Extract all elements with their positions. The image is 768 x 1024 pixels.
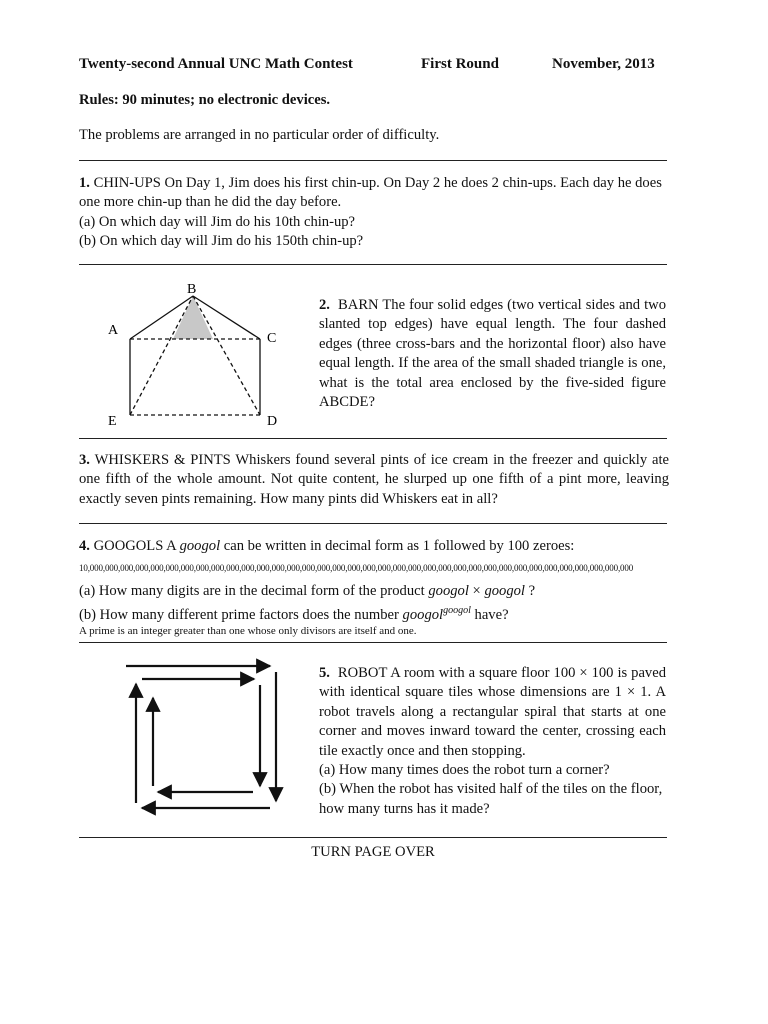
robot-spiral-diagram bbox=[118, 658, 288, 818]
round-label: First Round bbox=[421, 56, 499, 72]
problem-4-part-b bbox=[79, 601, 669, 625]
problem-5 bbox=[319, 664, 666, 819]
label-b: B bbox=[187, 282, 197, 297]
divider bbox=[79, 160, 667, 161]
divider bbox=[79, 264, 667, 265]
problem-number: 3. bbox=[79, 452, 90, 468]
problem-number: 4. bbox=[79, 538, 90, 554]
problem-5-part-a: (a) How many times does the robot turn a corner? bbox=[319, 762, 610, 779]
googol-word: googol bbox=[484, 583, 525, 599]
problem-3 bbox=[79, 451, 669, 509]
label-d: D bbox=[267, 414, 278, 428]
problem-4 bbox=[79, 537, 669, 556]
cross-bar-right bbox=[193, 296, 260, 415]
problem-5-part-b: (b) When the robot has visited half of the tiles on the floor, how many turns has it made? bbox=[319, 781, 663, 817]
problem-number: 5. bbox=[319, 665, 330, 681]
problem-4-parts bbox=[79, 582, 669, 626]
prime-note: A prime is an integer greater than one whose only divisors are itself and one. bbox=[79, 625, 417, 637]
googol-digits: 10,000,000,000,000,000,000,000,000,000,000,000,000,000,000,000,000,000,000,000,000,000,000,000,000,000,000,000,000,000,000,000,000,000,000,000,000 bbox=[79, 563, 634, 573]
problem-4-title: GOOGOLS A bbox=[93, 538, 176, 554]
problem-2 bbox=[319, 296, 666, 412]
shaded-triangle bbox=[173, 296, 213, 339]
label-a: A bbox=[108, 323, 119, 338]
problem-number: 2. bbox=[319, 297, 330, 313]
divider bbox=[79, 642, 667, 643]
label-e: E bbox=[108, 414, 117, 428]
label-c: C bbox=[267, 331, 277, 346]
part-b-text: (b) How many different prime factors does the number bbox=[79, 607, 399, 624]
problem-3-text: WHISKERS & PINTS Whiskers found several pints of ice cream in the freezer and quickly ate one fifth of the whole amount. Not quite content, he slurped up one fifth of a pint more, leaving exactly seven pints remaining. How many pints did Whiskers eat in all? bbox=[79, 452, 669, 507]
barn-diagram bbox=[100, 278, 300, 428]
cross-bar-left bbox=[130, 296, 193, 415]
divider bbox=[79, 523, 667, 524]
contest-date: November, 2013 bbox=[552, 56, 655, 72]
problem-1 bbox=[79, 174, 669, 252]
problem-number: 1. bbox=[79, 175, 90, 191]
googol-exponent: googol bbox=[443, 605, 471, 617]
problem-1-part-a: (a) On which day will Jim do his 10th chin-up? bbox=[79, 213, 356, 230]
problem-4-part-a bbox=[79, 582, 669, 601]
part-a-suffix: ? bbox=[528, 583, 536, 599]
googol-word: googol bbox=[428, 583, 469, 599]
divider bbox=[79, 837, 667, 838]
problem-2-text: BARN The four solid edges (two vertical sides and two slanted top edges) have equal length. The four dashed edges (three cross-bars and the horizontal floor) also have equal length. If the area of the small shaded triangle is one, what is the total area enclosed by the five-sided figure ABCDE? bbox=[319, 297, 666, 411]
problem-5-text: ROBOT A room with a square floor 100 × 100 is paved with identical square tiles whose dimensions are 1 × 1. A robot travels along a rectangular spiral that starts at one corner and moves inward toward the center, crossing each tile exactly once and then stopping. bbox=[319, 665, 666, 759]
contest-title: Twenty-second Annual UNC Math Contest bbox=[79, 56, 353, 72]
googol-word: googol bbox=[402, 607, 444, 624]
divider bbox=[79, 438, 667, 439]
times-symbol: × bbox=[472, 583, 481, 599]
part-b-suffix: have? bbox=[474, 607, 509, 624]
problem-4-intro: can be written in decimal form as 1 followed by 100 zeroes: bbox=[223, 538, 575, 554]
intro-line: The problems are arranged in no particular order of difficulty. bbox=[79, 127, 440, 143]
googol-word: googol bbox=[179, 538, 221, 554]
turn-page-over: TURN PAGE OVER bbox=[311, 844, 435, 860]
rules-line: Rules: 90 minutes; no electronic devices. bbox=[79, 92, 331, 108]
problem-1-text: CHIN-UPS On Day 1, Jim does his first chin-up. On Day 2 he does 2 chin-ups. Each day he does one more chin-up than he did the day before. bbox=[79, 175, 662, 211]
part-a-text: (a) How many digits are in the decimal form of the product bbox=[79, 583, 425, 599]
problem-1-part-b: (b) On which day will Jim do his 150th chin-up? bbox=[79, 233, 364, 250]
